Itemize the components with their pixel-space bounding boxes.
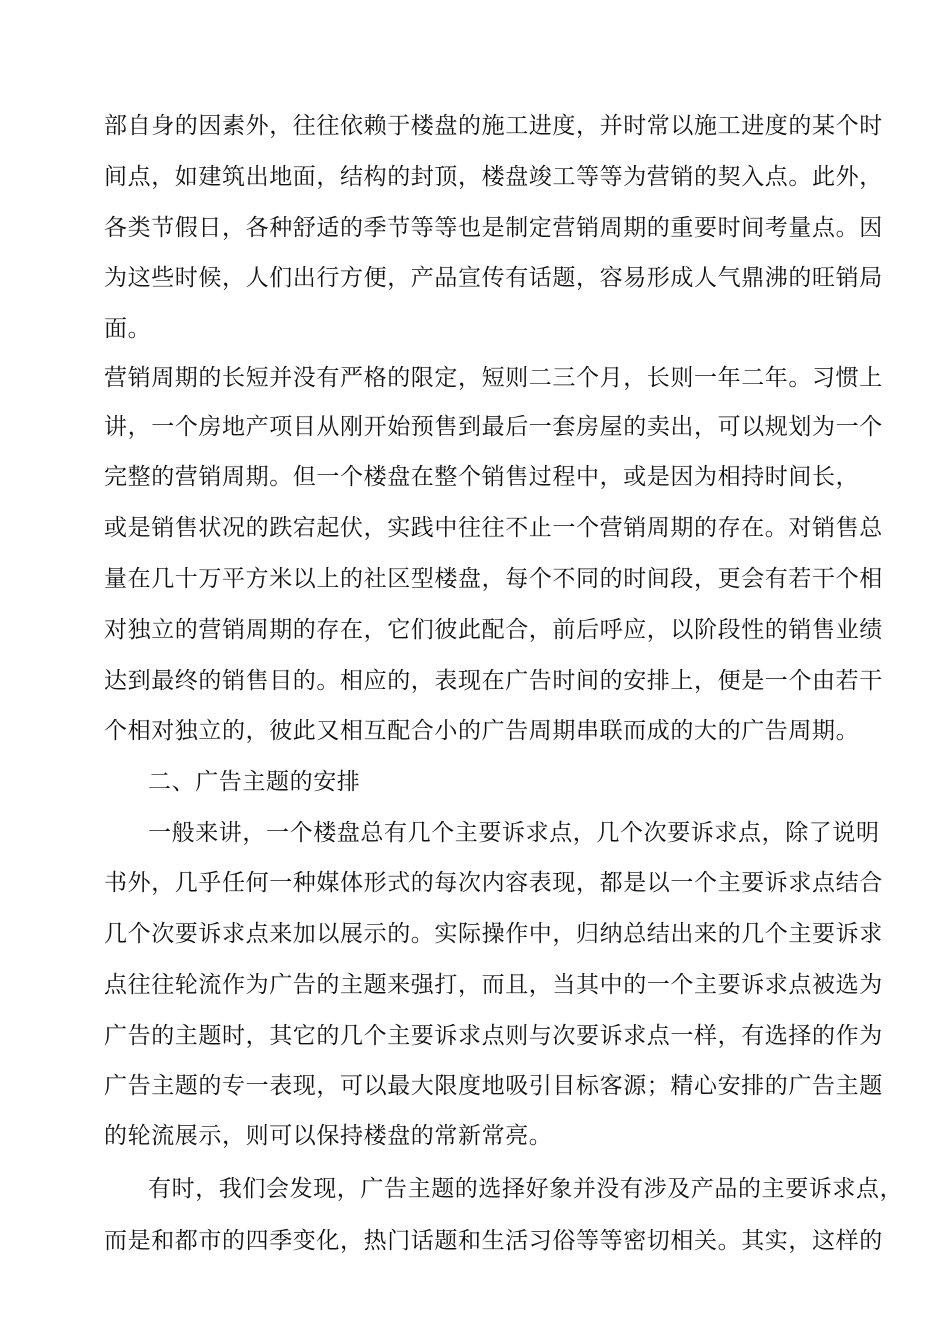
text-line: 或是销售状况的跌宕起伏，实践中往往不止一个营销周期的存在。对销售总 <box>104 515 883 541</box>
text-line: 有时，我们会发现，广告主题的选择好象并没有涉及产品的主要诉求点， <box>148 1176 904 1202</box>
text-line: 间点，如建筑出地面，结构的封顶，楼盘竣工等等为营销的契入点。此外， <box>104 164 883 190</box>
text-line: 的轮流展示，则可以保持楼盘的常新常亮。 <box>104 1123 553 1149</box>
text-line: 一般来讲，一个楼盘总有几个主要诉求点，几个次要诉求点，除了说明 <box>148 820 880 846</box>
text-line: 对独立的营销周期的存在，它们彼此配合，前后呼应，以阶段性的销售业绩 <box>104 617 883 643</box>
text-line: 广告主题的专一表现，可以最大限度地吸引目标客源；精心安排的广告主题 <box>104 1073 883 1099</box>
text-line: 书外，几乎任何一种媒体形式的每次内容表现，都是以一个主要诉求点结合 <box>104 870 883 896</box>
text-line: 点往往轮流作为广告的主题来强打，而且，当其中的一个主要诉求点被选为 <box>104 972 883 998</box>
text-line: 个相对独立的，彼此又相互配合小的广告周期串联而成的大的广告周期。 <box>104 718 860 744</box>
text-line: 量在几十万平方米以上的社区型楼盘，每个不同的时间段，更会有若干个相 <box>104 566 883 592</box>
text-line: 几个次要诉求点来加以展示的。实际操作中，归纳总结出来的几个主要诉求 <box>104 921 883 947</box>
text-line: 为这些时候，人们出行方便，产品宣传有话题，容易形成人气鼎沸的旺销局 <box>104 265 883 291</box>
text-line: 部自身的因素外，往往依赖于楼盘的施工进度，并时常以施工进度的某个时 <box>104 113 883 139</box>
text-line: 而是和都市的四季变化，热门话题和生活习俗等等密切相关。其实，这样的 <box>104 1228 883 1254</box>
text-line: 讲，一个房地产项目从刚开始预售到最后一套房屋的卖出，可以规划为一个 <box>104 414 883 440</box>
section-heading: 二、广告主题的安排 <box>148 769 361 795</box>
text-line: 面。 <box>104 316 152 342</box>
text-line: 广告的主题时，其它的几个主要诉求点则与次要诉求点一样，有选择的作为 <box>104 1023 883 1049</box>
text-line: 达到最终的销售目的。相应的，表现在广告时间的安排上，便是一个由若干 <box>104 668 883 694</box>
text-line: 营销周期的长短并没有严格的限定，短则二三个月，长则一年二年。习惯上 <box>104 365 883 391</box>
text-line: 各类节假日，各种舒适的季节等等也是制定营销周期的重要时间考量点。因 <box>104 215 883 241</box>
text-line: 完整的营销周期。但一个楼盘在整个销售过程中，或是因为相持时间长， <box>104 464 860 490</box>
